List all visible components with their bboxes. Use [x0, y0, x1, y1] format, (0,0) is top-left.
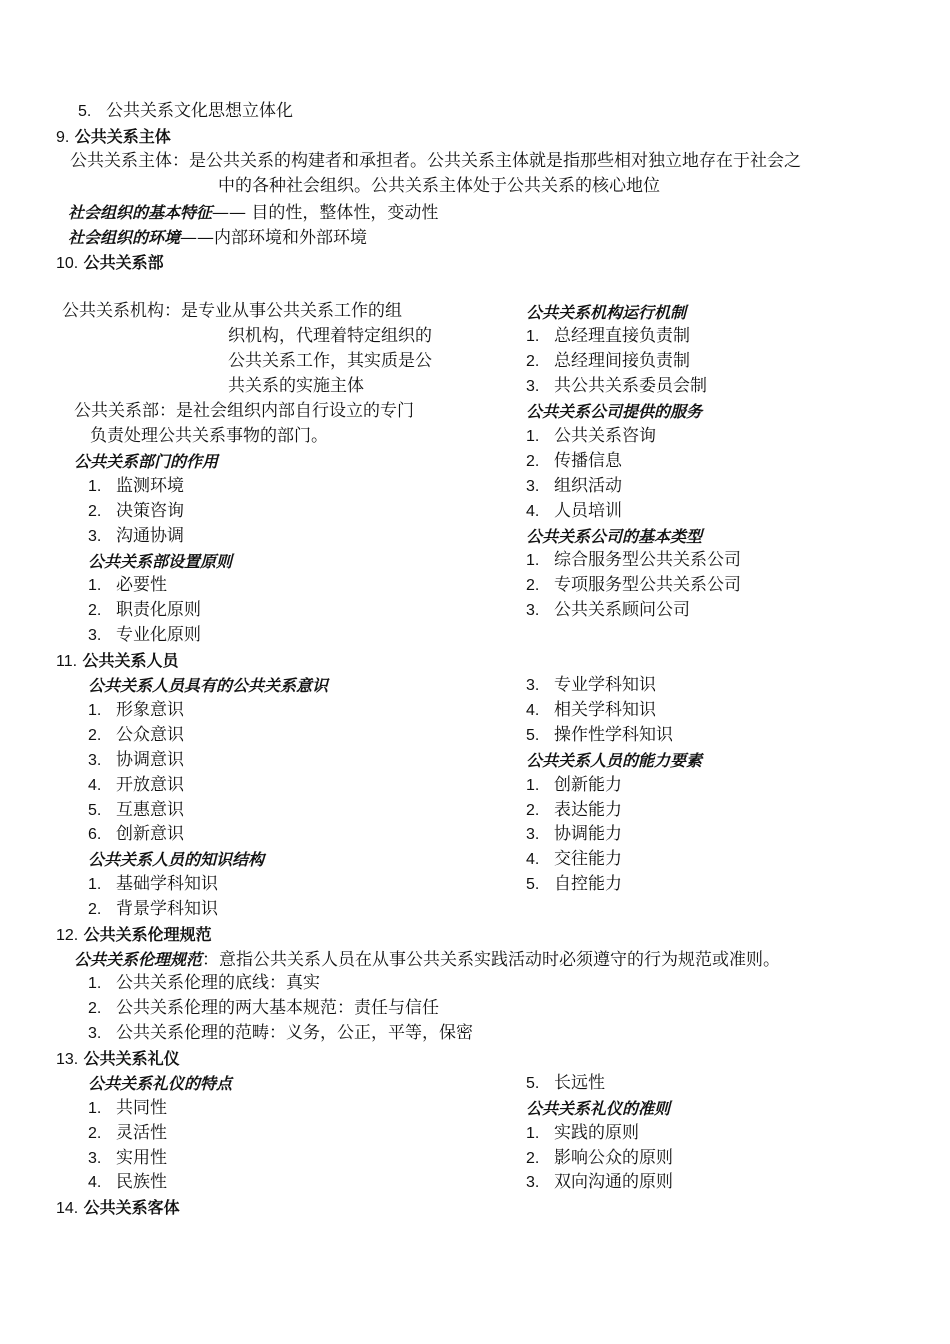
item-number: 4. — [88, 777, 102, 794]
subheading: 公共关系公司提供的服务 — [526, 402, 703, 421]
item-number: 2. — [88, 727, 102, 744]
item-text: 沟通协调 — [116, 526, 184, 546]
paragraph-line: 公共关系机构：是专业从事公共关系工作的组 — [62, 301, 402, 321]
item-text: 实用性 — [116, 1148, 167, 1168]
item-text: 公共关系伦理的范畴：义务，公正，平等，保密 — [116, 1023, 473, 1043]
list-item — [526, 598, 690, 623]
item-number: 3. — [88, 627, 102, 644]
section-number: 14. — [56, 1200, 79, 1217]
item-text: 总经理直接负责制 — [554, 326, 690, 346]
item-number: 4. — [88, 1174, 102, 1191]
item-number: 3. — [88, 528, 102, 545]
list-item — [88, 798, 184, 823]
item-number: 2. — [526, 1150, 540, 1167]
item-text: 监测环境 — [116, 476, 184, 496]
item-text: 公共关系咨询 — [554, 426, 656, 446]
subheading: 公共关系人员的知识结构 — [88, 850, 265, 869]
item-number: 2. — [526, 453, 540, 470]
item-text: 实践的原则 — [554, 1123, 639, 1143]
item-number: 3. — [88, 1150, 102, 1167]
section-heading-10 — [56, 250, 164, 275]
list-item — [526, 673, 656, 698]
list-item — [88, 474, 184, 499]
item-text: 综合服务型公共关系公司 — [554, 550, 741, 570]
item-text: 相关学科知识 — [554, 700, 656, 720]
item-text: 专项服务型公共关系公司 — [554, 575, 741, 595]
list-item — [526, 499, 622, 524]
paragraph-line: 中的各种社会组织。公共关系主体处于公共关系的核心地位 — [218, 176, 660, 196]
item-number: 3. — [526, 602, 540, 619]
list-item — [526, 349, 690, 374]
item-text: 专业化原则 — [116, 625, 201, 645]
list-item — [526, 1146, 673, 1171]
list-item — [526, 548, 741, 573]
subheading: 公共关系公司的基本类型 — [526, 527, 703, 546]
list-item — [88, 996, 439, 1021]
ethics-definition — [74, 947, 780, 972]
item-number: 1. — [526, 777, 540, 794]
item-text: 总经理间接负责制 — [554, 351, 690, 371]
item-text: 表达能力 — [554, 800, 622, 820]
list-item — [78, 99, 293, 124]
item-number: 3. — [526, 677, 540, 694]
item-number: 2. — [88, 901, 102, 918]
item-number: 1. — [88, 577, 102, 594]
item-number: 1. — [88, 702, 102, 719]
list-item — [88, 698, 184, 723]
subheading: 公共关系部门的作用 — [74, 452, 219, 471]
item-text: 公共关系顾问公司 — [554, 600, 690, 620]
term-label: 社会组织的基本特征 — [68, 203, 213, 222]
item-number: 4. — [526, 851, 540, 868]
item-number: 2. — [88, 602, 102, 619]
list-item — [88, 872, 218, 897]
term-label: 公共关系伦理规范 — [74, 950, 203, 969]
item-text: 传播信息 — [554, 451, 622, 471]
item-text: 组织活动 — [554, 476, 622, 496]
subheading: 公共关系机构运行机制 — [526, 303, 687, 322]
item-text: 职责化原则 — [116, 600, 201, 620]
list-item — [526, 474, 622, 499]
term-text: ——内部环境和外部环境 — [180, 228, 368, 248]
list-item — [526, 822, 622, 847]
subheading: 公共关系人员的能力要素 — [526, 751, 703, 770]
section-number: 12. — [56, 927, 79, 944]
item-text: 专业学科知识 — [554, 675, 656, 695]
list-item — [526, 872, 622, 897]
list-item — [526, 1121, 639, 1146]
item-number: 2. — [526, 802, 540, 819]
list-item — [88, 524, 184, 549]
list-item — [88, 598, 201, 623]
section-title: 公共关系伦理规范 — [83, 925, 212, 944]
item-number: 1. — [88, 478, 102, 495]
item-text: 公共关系伦理的底线：真实 — [116, 973, 320, 993]
item-text: 公众意识 — [116, 725, 184, 745]
item-number: 2. — [88, 1000, 102, 1017]
item-text: 互惠意识 — [116, 800, 184, 820]
section-heading-12 — [56, 922, 212, 947]
item-number: 2. — [526, 353, 540, 370]
item-text: 影响公众的原则 — [554, 1148, 673, 1168]
list-item — [526, 1071, 605, 1096]
subheading: 公共关系礼仪的特点 — [88, 1074, 233, 1093]
item-number: 1. — [526, 428, 540, 445]
paragraph-line: 共关系的实施主体 — [228, 376, 364, 396]
section-number: 11. — [56, 653, 78, 670]
item-text: 背景学科知识 — [116, 899, 218, 919]
item-number: 1. — [88, 876, 102, 893]
list-item — [526, 449, 622, 474]
list-item — [88, 623, 201, 648]
paragraph-line: 织机构，代理着特定组织的 — [228, 326, 432, 346]
item-number: 5. — [526, 876, 540, 893]
item-number: 4. — [526, 503, 540, 520]
list-item — [88, 897, 218, 922]
section-heading-11 — [56, 648, 178, 673]
paragraph-line: 负责处理公共关系事物的部门。 — [90, 426, 328, 446]
item-number: 3. — [526, 826, 540, 843]
item-number: 5. — [526, 1075, 540, 1092]
item-text: 交往能力 — [554, 849, 622, 869]
item-number: 3. — [88, 752, 102, 769]
item-text: 必要性 — [116, 575, 167, 595]
list-item — [526, 424, 656, 449]
item-text: 灵活性 — [116, 1123, 167, 1143]
item-text: 创新意识 — [116, 824, 184, 844]
list-item — [88, 573, 167, 598]
term-text: —— 目的性，整体性，变动性 — [212, 203, 439, 223]
list-item — [526, 324, 690, 349]
item-text: 双向沟通的原则 — [554, 1172, 673, 1192]
subheading: 公共关系礼仪的准则 — [526, 1099, 671, 1118]
section-title: 公共关系礼仪 — [83, 1049, 180, 1068]
list-item — [526, 698, 656, 723]
section-title: 公共关系人员 — [82, 651, 179, 670]
item-text: 协调能力 — [554, 824, 622, 844]
paragraph-line: 公共关系主体：是公共关系的构建者和承担者。公共关系主体就是指那些相对独立地存在于社会之 — [70, 151, 801, 171]
list-item — [88, 1121, 167, 1146]
item-text: 操作性学科知识 — [554, 725, 673, 745]
list-item — [526, 374, 707, 399]
list-item — [88, 1146, 167, 1171]
item-number: 3. — [526, 1174, 540, 1191]
item-text: 民族性 — [116, 1172, 167, 1192]
list-item — [88, 1021, 473, 1046]
item-text: 长远性 — [554, 1073, 605, 1093]
item-number: 1. — [526, 1125, 540, 1142]
section-heading-9 — [56, 124, 171, 149]
section-number: 10. — [56, 255, 79, 272]
term-text: ：意指公共关系人员在从事公共关系实践活动时必须遵守的行为规范或准则。 — [202, 950, 781, 970]
org-environment-line — [68, 225, 367, 250]
item-text: 共同性 — [116, 1098, 167, 1118]
item-number: 5. — [88, 802, 102, 819]
section-heading-13 — [56, 1046, 180, 1071]
item-text: 创新能力 — [554, 775, 622, 795]
item-number: 3. — [526, 478, 540, 495]
item-number: 3. — [526, 378, 540, 395]
item-number: 1. — [526, 552, 540, 569]
list-item — [88, 748, 184, 773]
item-text: 开放意识 — [116, 775, 184, 795]
list-item — [88, 1096, 167, 1121]
section-title: 公共关系部 — [83, 253, 164, 272]
list-item — [526, 847, 622, 872]
list-item — [526, 798, 622, 823]
list-item — [88, 1170, 167, 1195]
item-text: 公共关系文化思想立体化 — [106, 101, 293, 121]
item-text: 决策咨询 — [116, 501, 184, 521]
item-number: 1. — [88, 975, 102, 992]
item-number: 2. — [88, 1125, 102, 1142]
list-item — [88, 723, 184, 748]
paragraph-line: 公共关系部：是社会组织内部自行设立的专门 — [74, 401, 414, 421]
item-text: 自控能力 — [554, 874, 622, 894]
item-number: 3. — [88, 1025, 102, 1042]
subheading: 公共关系人员具有的公共关系意识 — [88, 676, 329, 695]
list-item — [88, 773, 184, 798]
list-item — [88, 971, 320, 996]
section-number: 13. — [56, 1051, 79, 1068]
item-number: 1. — [526, 328, 540, 345]
item-number: 4. — [526, 702, 540, 719]
list-item — [526, 1170, 673, 1195]
item-number: 6. — [88, 826, 102, 843]
item-number: 5. — [526, 727, 540, 744]
item-text: 共公共关系委员会制 — [554, 376, 707, 396]
item-text: 基础学科知识 — [116, 874, 218, 894]
section-title: 公共关系主体 — [74, 127, 171, 146]
section-number: 9. — [56, 129, 70, 146]
list-item — [88, 822, 184, 847]
list-item — [526, 773, 622, 798]
item-text: 人员培训 — [554, 501, 622, 521]
item-text: 形象意识 — [116, 700, 184, 720]
list-item — [526, 723, 673, 748]
list-item — [88, 499, 184, 524]
paragraph-line: 公共关系工作，其实质是公 — [228, 351, 432, 371]
item-number: 2. — [526, 577, 540, 594]
item-number: 1. — [88, 1100, 102, 1117]
section-title: 公共关系客体 — [83, 1198, 180, 1217]
item-number: 2. — [88, 503, 102, 520]
item-text: 协调意识 — [116, 750, 184, 770]
list-item — [526, 573, 741, 598]
section-heading-14 — [56, 1195, 180, 1220]
org-features-line — [68, 200, 438, 225]
term-label: 社会组织的环境 — [68, 228, 181, 247]
item-number: 5. — [78, 103, 92, 120]
item-text: 公共关系伦理的两大基本规范：责任与信任 — [116, 998, 439, 1018]
subheading: 公共关系部设置原则 — [88, 552, 233, 571]
